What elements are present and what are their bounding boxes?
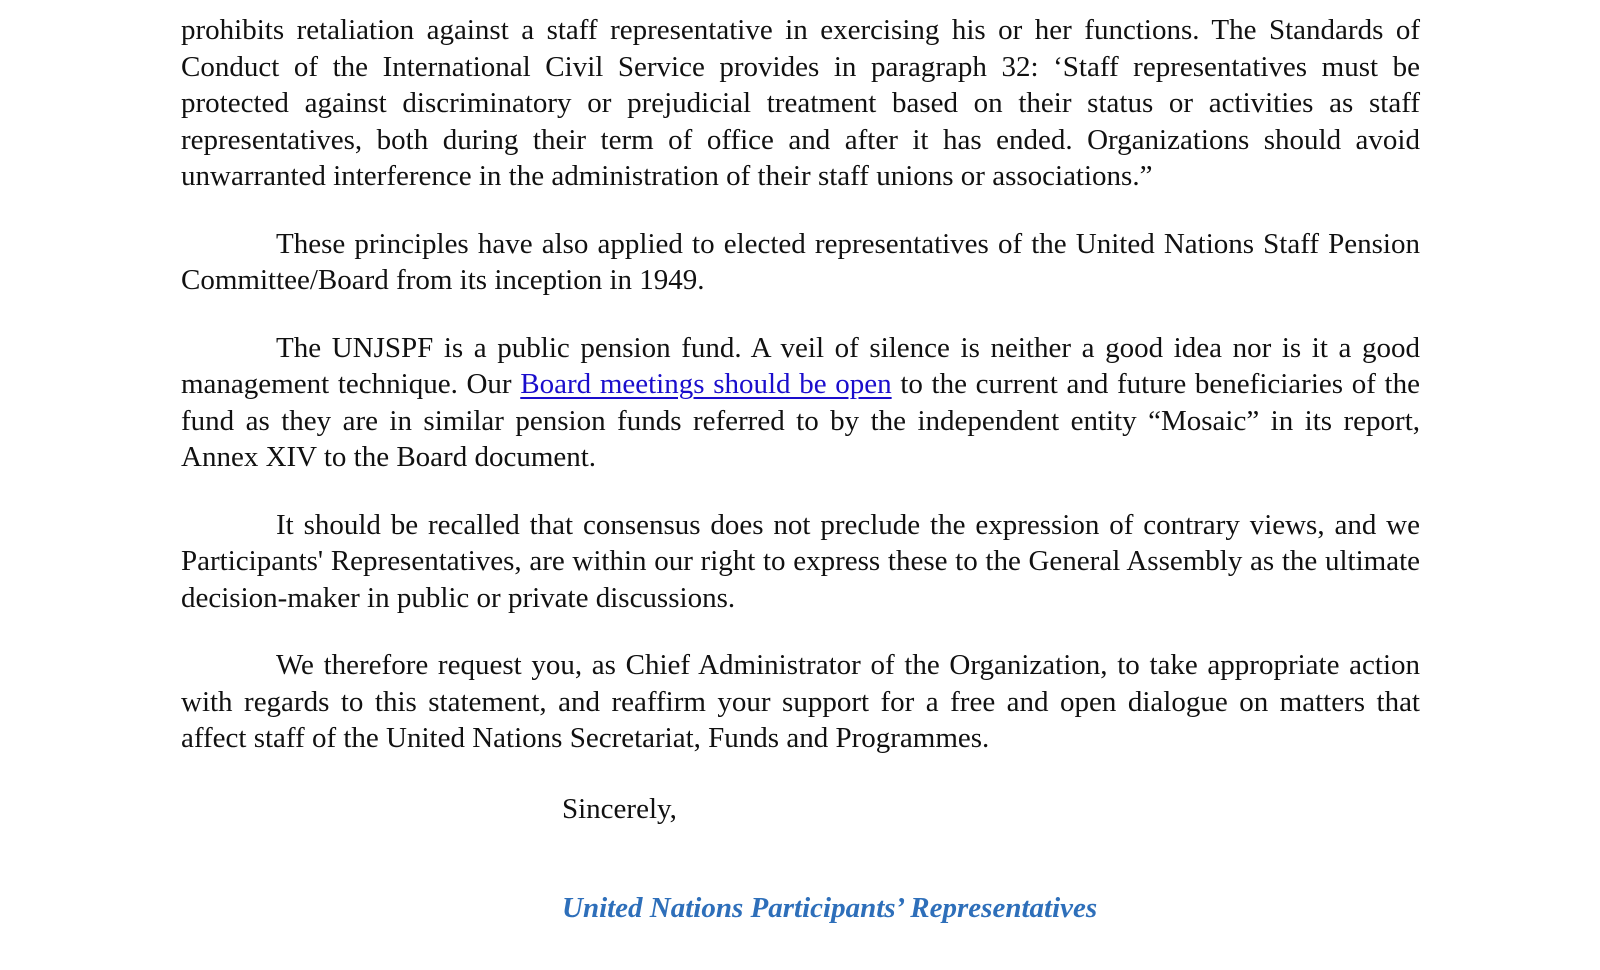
signature-block: United Nations Participants’ Representatives: [562, 892, 1098, 924]
letter-body: [181, 12, 1420, 788]
paragraph-text-after-link: to the current and future beneficiaries of the fund as they are in similar pension funds referred to by the independent entity “Mosaic” in its report, Annex XIV to the Board document.: [181, 368, 1420, 473]
paragraph-consensus: It should be recalled that consensus does not preclude the expression of contrary views, and we Participants' Representatives, are within our right to express these to the General Assembly as the ultimate decision-maker in public or private discussions.: [181, 508, 1420, 614]
paragraph-public-pension-fund: [181, 330, 1420, 476]
closing-salutation: Sincerely,: [562, 793, 677, 825]
paragraph-standards-of-conduct: prohibits retaliation against a staff representative in exercising his or her functions. The Standards of Conduct of the International Civil Service provides in paragraph 32: ‘Staff representatives must be protected against discriminatory or prejudicial treatment based on their status or activities as staff representatives, both during their term of office and after it has ended. Organizations should avoid unwarranted interference in the administration of their staff unions or associations.”: [181, 14, 1420, 192]
paragraph-request: We therefore request you, as Chief Administrator of the Organization, to take appropriate action with regards to this statement, and reaffirm your support for a free and open dialogue on matters that affect staff of the United Nations Secretariat, Funds and Programmes.: [181, 649, 1420, 754]
board-meetings-link[interactable]: Board meetings should be open: [520, 368, 892, 400]
paragraph-text-before-link: The UNJSPF is a public pension fund. A veil of silence is neither a good idea nor is it a good management technique. Our: [181, 331, 1420, 400]
paragraph-pension-board-principles: These principles have also applied to elected representatives of the United Nations Staff Pension Committee/Board from its inception in 1949.: [181, 227, 1420, 296]
